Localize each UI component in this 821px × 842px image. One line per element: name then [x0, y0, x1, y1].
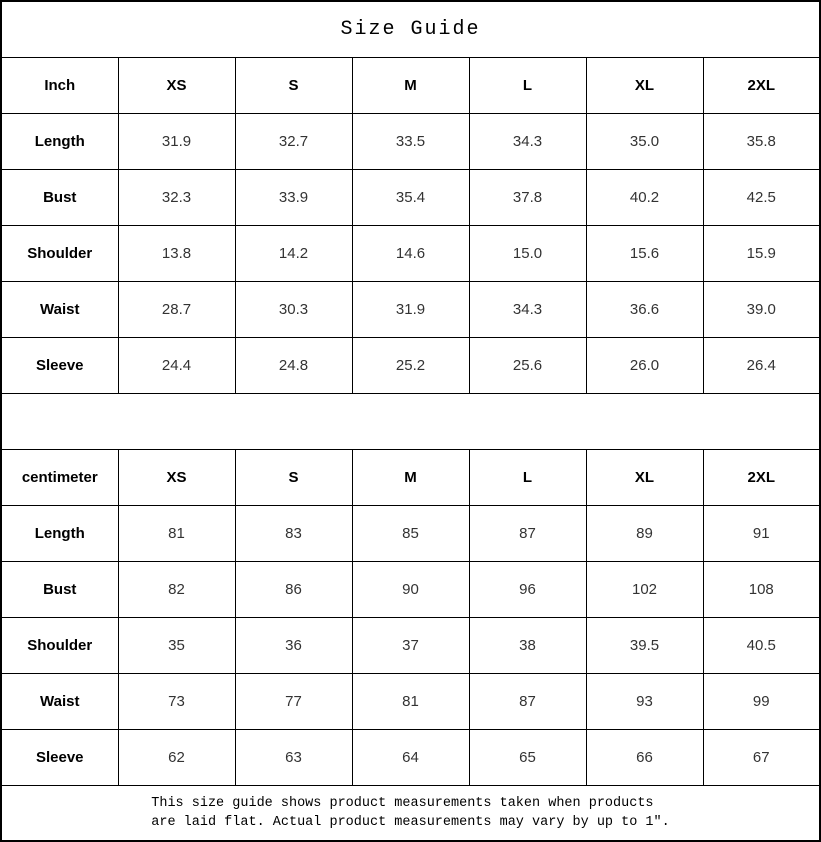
row-label: Waist — [1, 281, 118, 337]
row-label: Shoulder — [1, 617, 118, 673]
inch-header-row — [1, 57, 820, 113]
measurement-value: 34.3 — [469, 281, 586, 337]
measurement-value: 32.7 — [235, 113, 352, 169]
measurement-value: 64 — [352, 729, 469, 785]
measurement-value: 37 — [352, 617, 469, 673]
cm-unit-header: centimeter — [1, 449, 118, 505]
measurement-value: 35 — [118, 617, 235, 673]
measurement-value: 24.4 — [118, 337, 235, 393]
footer-note-text — [151, 794, 669, 832]
measurement-value: 86 — [235, 561, 352, 617]
measurement-value: 36 — [235, 617, 352, 673]
measurement-value: 42.5 — [703, 169, 820, 225]
title-row — [1, 1, 820, 57]
measurement-value: 87 — [469, 505, 586, 561]
size-header-xl: XL — [586, 57, 703, 113]
measurement-value: 26.0 — [586, 337, 703, 393]
measurement-value: 93 — [586, 673, 703, 729]
measurement-value: 15.6 — [586, 225, 703, 281]
measurement-value: 25.6 — [469, 337, 586, 393]
measurement-value: 35.0 — [586, 113, 703, 169]
inch-row-sleeve — [1, 337, 820, 393]
inch-row-waist — [1, 281, 820, 337]
measurement-value: 87 — [469, 673, 586, 729]
measurement-value: 90 — [352, 561, 469, 617]
measurement-value: 39.0 — [703, 281, 820, 337]
measurement-value: 26.4 — [703, 337, 820, 393]
measurement-value: 14.2 — [235, 225, 352, 281]
measurement-value: 40.5 — [703, 617, 820, 673]
cm-row-shoulder — [1, 617, 820, 673]
measurement-value: 73 — [118, 673, 235, 729]
measurement-value: 63 — [235, 729, 352, 785]
spacer-cell — [1, 393, 820, 449]
measurement-value: 85 — [352, 505, 469, 561]
size-header-m: M — [352, 449, 469, 505]
measurement-value: 81 — [118, 505, 235, 561]
measurement-value: 32.3 — [118, 169, 235, 225]
measurement-value: 15.9 — [703, 225, 820, 281]
size-header-xs: XS — [118, 449, 235, 505]
measurement-value: 38 — [469, 617, 586, 673]
measurement-value: 40.2 — [586, 169, 703, 225]
measurement-value: 33.9 — [235, 169, 352, 225]
measurement-value: 62 — [118, 729, 235, 785]
page-title: Size Guide — [1, 1, 820, 57]
inch-row-length — [1, 113, 820, 169]
measurement-value: 96 — [469, 561, 586, 617]
measurement-value: 14.6 — [352, 225, 469, 281]
row-label: Length — [1, 113, 118, 169]
measurement-value: 34.3 — [469, 113, 586, 169]
measurement-value: 33.5 — [352, 113, 469, 169]
size-header-l: L — [469, 449, 586, 505]
size-header-s: S — [235, 57, 352, 113]
size-header-m: M — [352, 57, 469, 113]
measurement-value: 31.9 — [352, 281, 469, 337]
measurement-value: 91 — [703, 505, 820, 561]
inch-row-shoulder — [1, 225, 820, 281]
size-header-xl: XL — [586, 449, 703, 505]
measurement-value: 83 — [235, 505, 352, 561]
cm-row-sleeve — [1, 729, 820, 785]
measurement-value: 66 — [586, 729, 703, 785]
measurement-value: 65 — [469, 729, 586, 785]
measurement-value: 15.0 — [469, 225, 586, 281]
measurement-value: 39.5 — [586, 617, 703, 673]
footer-note-line1: This size guide shows product measurements taken when products — [151, 795, 654, 811]
measurement-value: 37.8 — [469, 169, 586, 225]
cm-header-row — [1, 449, 820, 505]
measurement-value: 13.8 — [118, 225, 235, 281]
measurement-value: 81 — [352, 673, 469, 729]
measurement-value: 67 — [703, 729, 820, 785]
measurement-value: 82 — [118, 561, 235, 617]
size-header-2xl: 2XL — [703, 449, 820, 505]
size-header-s: S — [235, 449, 352, 505]
measurement-value: 99 — [703, 673, 820, 729]
footer-note-line2: are laid flat. Actual product measurements may vary by up to 1″. — [151, 814, 670, 830]
inch-row-bust — [1, 169, 820, 225]
footer-note — [1, 785, 820, 841]
measurement-value: 102 — [586, 561, 703, 617]
cm-row-length — [1, 505, 820, 561]
cm-row-bust — [1, 561, 820, 617]
row-label: Shoulder — [1, 225, 118, 281]
cm-row-waist — [1, 673, 820, 729]
measurement-value: 25.2 — [352, 337, 469, 393]
row-label: Waist — [1, 673, 118, 729]
row-label: Bust — [1, 561, 118, 617]
inch-unit-header: Inch — [1, 57, 118, 113]
footer-row — [1, 785, 820, 841]
measurement-value: 24.8 — [235, 337, 352, 393]
measurement-value: 108 — [703, 561, 820, 617]
measurement-value: 30.3 — [235, 281, 352, 337]
measurement-value: 89 — [586, 505, 703, 561]
size-header-l: L — [469, 57, 586, 113]
measurement-value: 28.7 — [118, 281, 235, 337]
row-label: Bust — [1, 169, 118, 225]
size-header-xs: XS — [118, 57, 235, 113]
measurement-value: 77 — [235, 673, 352, 729]
row-label: Length — [1, 505, 118, 561]
row-label: Sleeve — [1, 729, 118, 785]
row-label: Sleeve — [1, 337, 118, 393]
spacer-row — [1, 393, 820, 449]
measurement-value: 31.9 — [118, 113, 235, 169]
measurement-value: 36.6 — [586, 281, 703, 337]
size-header-2xl: 2XL — [703, 57, 820, 113]
measurement-value: 35.8 — [703, 113, 820, 169]
measurement-value: 35.4 — [352, 169, 469, 225]
